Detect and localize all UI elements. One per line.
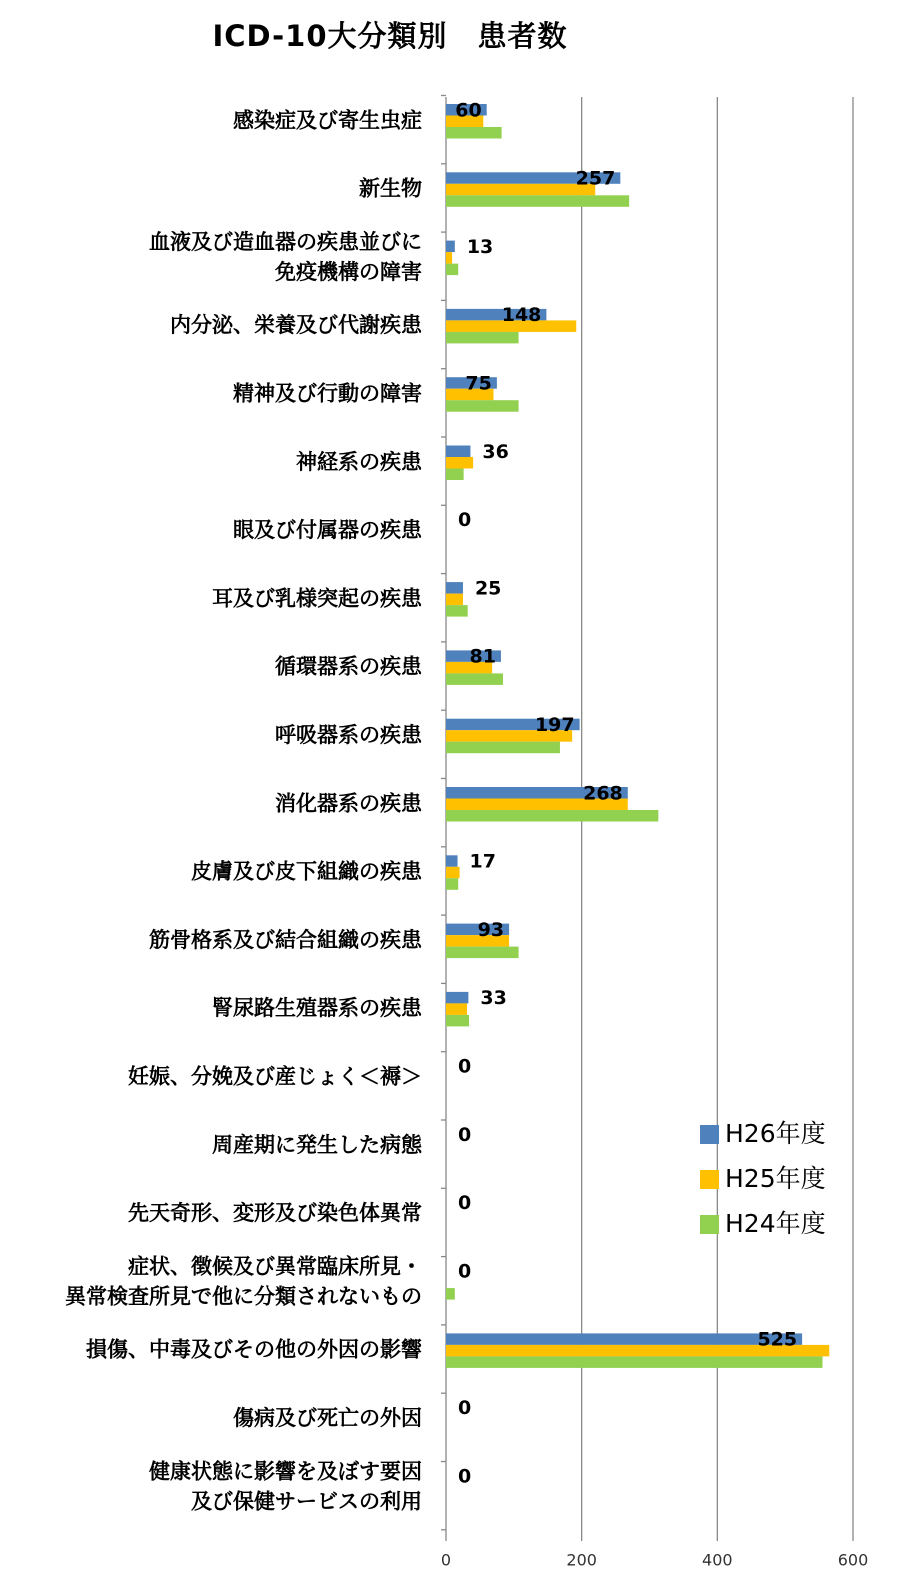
bar: [446, 184, 595, 196]
legend-swatch: [700, 1125, 719, 1144]
bar: [446, 127, 502, 139]
bar: [446, 400, 519, 412]
category-label: [212, 996, 423, 1020]
category-label: [65, 1254, 422, 1308]
bar: [446, 992, 468, 1004]
category-label-line: 及び保健サービスの利用: [191, 1489, 422, 1514]
bar: [446, 469, 464, 481]
data-label: 0: [458, 1465, 472, 1488]
category-label-line: 消化器系の疾患: [275, 791, 422, 816]
bar: [446, 1356, 822, 1368]
category-label-line: 循環器系の疾患: [275, 654, 422, 679]
category-label-line: 眼及び付属器の疾患: [233, 518, 422, 543]
data-label: 0: [458, 509, 472, 532]
data-label: 268: [583, 782, 623, 805]
data-label: 75: [465, 372, 492, 395]
category-label-line: 症状、徴候及び異常臨床所見・: [128, 1254, 422, 1279]
data-label: 197: [534, 713, 575, 736]
category-label-line: 内分泌、栄養及び代謝疾患: [170, 313, 422, 338]
bar: [446, 1333, 802, 1345]
category-label-line: 耳及び乳様突起の疾患: [212, 586, 422, 611]
data-label: 0: [458, 1260, 472, 1283]
data-label: 257: [575, 167, 616, 190]
category-label: [86, 1338, 422, 1362]
legend-swatch: [700, 1170, 719, 1189]
x-tick-label: 200: [566, 1550, 597, 1570]
bar: [446, 1015, 469, 1027]
data-label: 148: [501, 304, 542, 327]
category-label: [149, 230, 422, 284]
data-label: 0: [458, 1055, 472, 1078]
bar: [446, 605, 468, 617]
legend-swatch: [700, 1215, 719, 1234]
data-label: 0: [458, 1396, 472, 1419]
category-label-line: 異常検査所見で他に分類されないもの: [65, 1284, 422, 1309]
category-label: [233, 108, 422, 132]
data-label: 60: [455, 99, 482, 122]
bar: [446, 195, 629, 207]
bar: [446, 878, 458, 890]
bar: [446, 673, 503, 685]
bar: [446, 867, 460, 879]
data-label: 93: [477, 918, 505, 941]
category-label-line: 傷病及び死亡の外因: [233, 1405, 422, 1430]
category-label: [275, 791, 423, 815]
category-label: [170, 313, 423, 337]
bar: [446, 742, 560, 754]
category-label: [233, 381, 422, 405]
category-label-line: 感染症及び寄生虫症: [233, 108, 422, 133]
category-label: [275, 723, 423, 747]
category-label: [149, 928, 423, 952]
bar: [446, 810, 658, 822]
bar: [446, 457, 473, 469]
data-label: 0: [458, 1123, 472, 1146]
category-label-line: 血液及び造血器の疾患並びに: [149, 229, 422, 254]
data-label: 525: [757, 1328, 798, 1351]
data-label: 17: [469, 850, 496, 873]
bar: [446, 241, 455, 253]
category-label: [148, 1459, 422, 1513]
category-label-line: 腎尿路生殖器系の疾患: [212, 996, 422, 1021]
data-label: 36: [482, 440, 509, 463]
category-label-line: 精神及び行動の障害: [233, 381, 422, 406]
category-label-line: 免疫機構の障害: [275, 259, 422, 284]
bar: [446, 855, 458, 867]
data-label: 0: [458, 1192, 472, 1215]
category-label-line: 筋骨格系及び結合組織の疾患: [149, 927, 422, 952]
category-label: [128, 1201, 422, 1225]
category-label: [212, 1133, 423, 1157]
category-label-line: 妊娠、分娩及び産じょく＜褥＞: [128, 1064, 422, 1089]
category-label: [296, 450, 423, 474]
category-label-line: 健康状態に影響を及ぼす要因: [149, 1459, 422, 1484]
category-label: [212, 586, 423, 610]
bar: [446, 446, 470, 458]
category-label-line: 新生物: [359, 176, 422, 201]
x-tick-label: 600: [837, 1550, 869, 1570]
category-label-line: 皮膚及び皮下組織の疾患: [191, 859, 422, 884]
category-label-line: 損傷、中毒及びその他の外因の影響: [86, 1337, 422, 1362]
data-label: 13: [466, 235, 494, 258]
legend-label: H24年度: [725, 1209, 826, 1238]
data-label: 25: [474, 577, 502, 600]
data-label: 33: [480, 987, 507, 1010]
x-tick-label: 0: [440, 1550, 452, 1570]
bar: [446, 594, 463, 606]
legend-label: H26年度: [725, 1119, 826, 1148]
bar: [446, 582, 463, 594]
data-label: 81: [469, 645, 496, 668]
category-label-line: 先天奇形、変形及び染色体異常: [128, 1201, 422, 1226]
bar: [446, 252, 452, 264]
category-label: [233, 518, 423, 542]
category-label: [359, 177, 422, 201]
category-label-line: 神経系の疾患: [296, 449, 422, 474]
x-tick-label: 400: [702, 1550, 733, 1570]
bar: [446, 264, 458, 276]
chart-title: ICD-10大分類別 患者数: [212, 19, 568, 53]
bar: [446, 1288, 455, 1300]
category-label: [275, 655, 423, 679]
category-label-line: 周産期に発生した病態: [212, 1132, 422, 1157]
category-label: [128, 1064, 422, 1088]
category-label: [191, 860, 423, 884]
category-label-line: 呼吸器系の疾患: [275, 722, 422, 747]
legend-label: H25年度: [725, 1164, 826, 1193]
bar: [446, 332, 519, 344]
bar: [446, 947, 519, 959]
bar: [446, 1003, 467, 1015]
category-label: [233, 1406, 422, 1430]
